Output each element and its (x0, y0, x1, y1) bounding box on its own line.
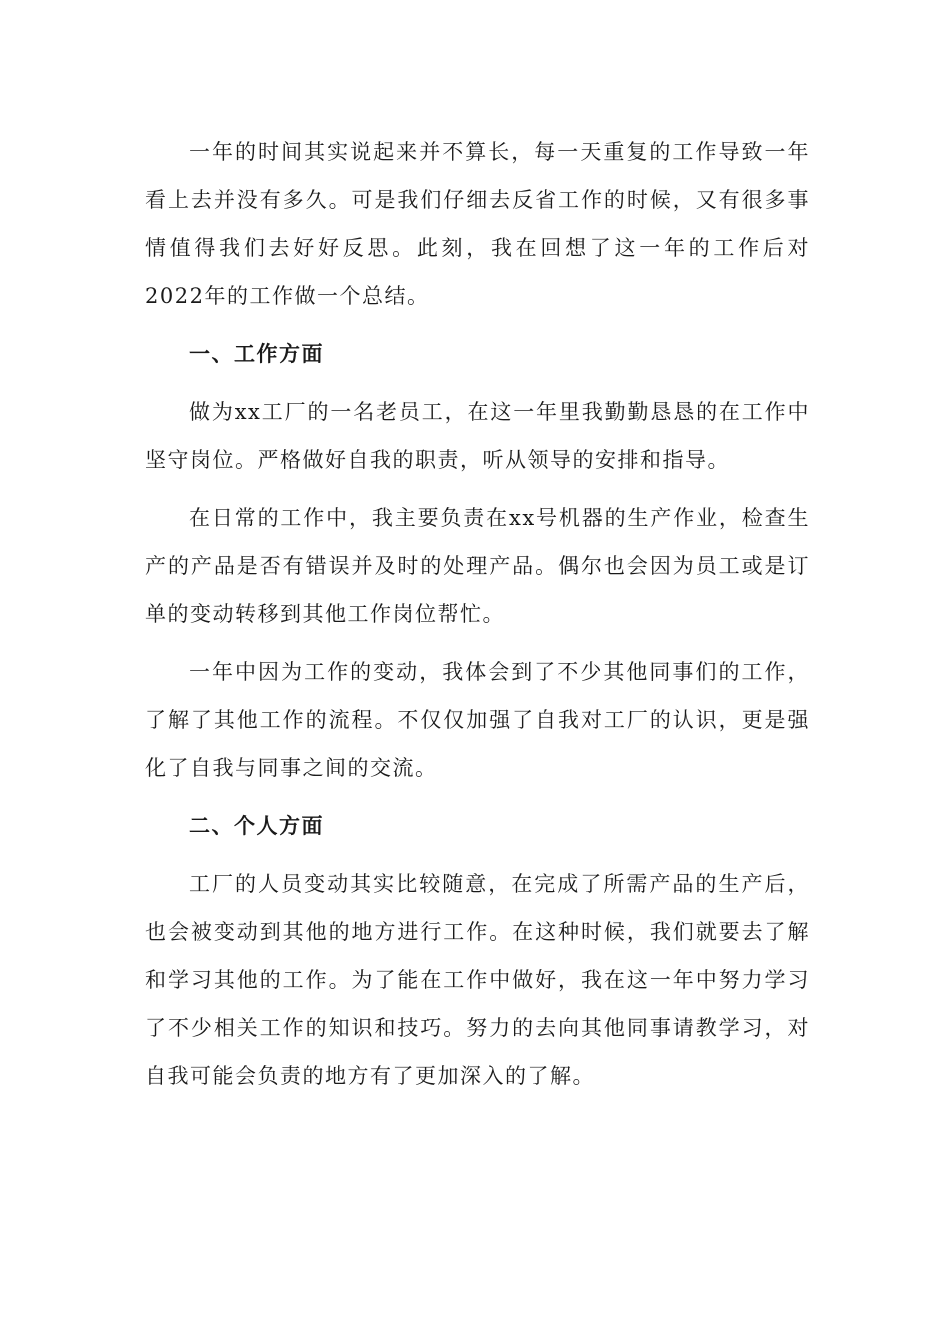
paragraph-intro: 一年的时间其实说起来并不算长，每一天重复的工作导致一年看上去并没有多久。可是我们仔细去反省工作的时候，又有很多事情值得我们去好好反思。此刻，我在回想了这一年的工作后对2022年的工作做一个总结。 (145, 140, 810, 308)
paragraph-work-1: 做为xx工厂的一名老员工，在这一年里我勤勤恳恳的在工作中坚守岗位。严格做好自我的职责，听从领导的安排和指导。 (145, 400, 810, 472)
section-heading-work: 一、工作方面 (189, 341, 324, 366)
paragraph-work-3: 一年中因为工作的变动，我体会到了不少其他同事们的工作，了解了其他工作的流程。不仅仅加强了自我对工厂的认识，更是强化了自我与同事之间的交流。 (145, 660, 810, 780)
paragraph-personal-1: 工厂的人员变动其实比较随意，在完成了所需产品的生产后，也会被变动到其他的地方进行工作。在这种时候，我们就要去了解和学习其他的工作。为了能在工作中做好，我在这一年中努力学习了不少相关工作的知识和技巧。努力的去向其他同事请教学习，对自我可能会负责的地方有了更加深入的了解。 (145, 872, 810, 1088)
paragraph-work-2: 在日常的工作中，我主要负责在xx号机器的生产作业，检查生产的产品是否有错误并及时的处理产品。偶尔也会因为员工或是订单的变动转移到其他工作岗位帮忙。 (145, 506, 810, 626)
section-heading-personal: 二、个人方面 (189, 813, 324, 838)
document-body (145, 128, 810, 1110)
